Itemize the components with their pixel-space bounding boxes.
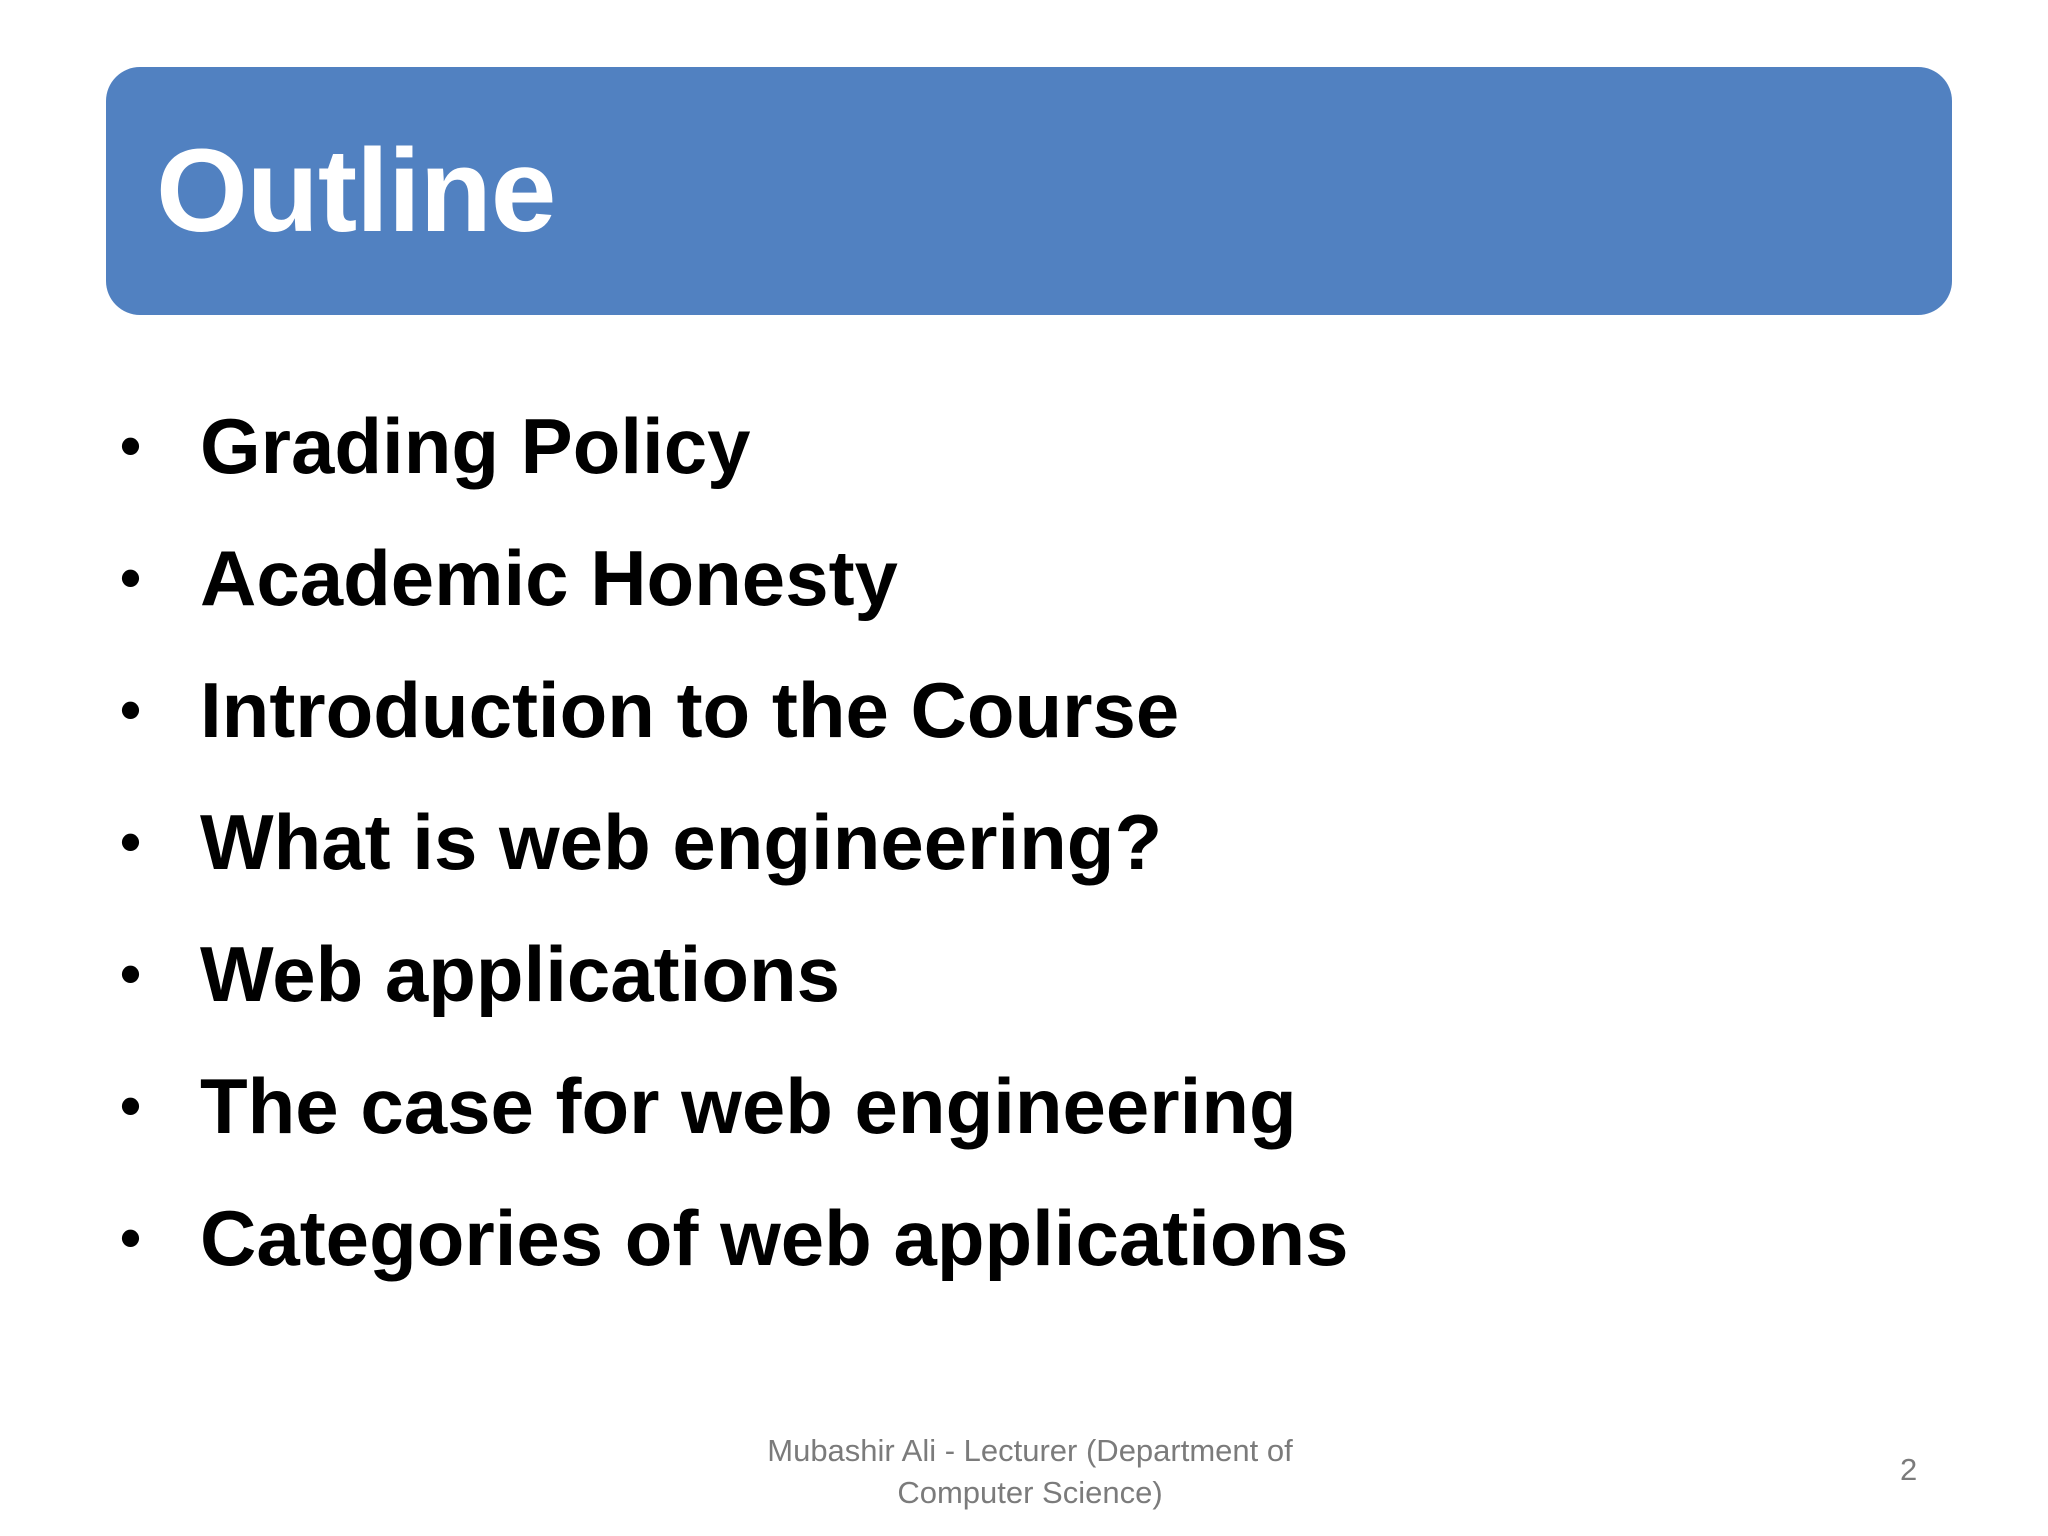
bullet-icon: • bbox=[120, 412, 142, 479]
list-item bbox=[120, 380, 1349, 512]
list-item bbox=[120, 776, 1349, 908]
list-item-text: What is web engineering? bbox=[200, 797, 1163, 886]
bullet-icon: • bbox=[120, 808, 142, 875]
bullet-icon: • bbox=[120, 1072, 142, 1139]
list-item-text: Introduction to the Course bbox=[200, 665, 1180, 754]
bullet-list bbox=[120, 380, 1349, 1304]
list-item-text: Academic Honesty bbox=[200, 533, 898, 622]
page-number: 2 bbox=[1900, 1452, 1918, 1487]
bullet-icon: • bbox=[120, 940, 142, 1007]
list-item-text: The case for web engineering bbox=[200, 1061, 1297, 1150]
list-item-text: Grading Policy bbox=[200, 401, 751, 490]
bullet-icon: • bbox=[120, 1204, 142, 1271]
list-item-text: Categories of web applications bbox=[200, 1193, 1349, 1282]
title-bar bbox=[106, 67, 1952, 315]
bullet-icon: • bbox=[120, 544, 142, 611]
list-item bbox=[120, 1172, 1349, 1304]
list-item-text: Web applications bbox=[200, 929, 840, 1018]
footer-line-2: Computer Science) bbox=[897, 1475, 1163, 1510]
list-item bbox=[120, 512, 1349, 644]
footer-line-1: Mubashir Ali - Lecturer (Department of bbox=[767, 1433, 1293, 1468]
bullet-icon: • bbox=[120, 676, 142, 743]
slide-footer bbox=[700, 1430, 1360, 1514]
slide-title: Outline bbox=[156, 125, 556, 257]
list-item bbox=[120, 908, 1349, 1040]
list-item bbox=[120, 1040, 1349, 1172]
list-item bbox=[120, 644, 1349, 776]
